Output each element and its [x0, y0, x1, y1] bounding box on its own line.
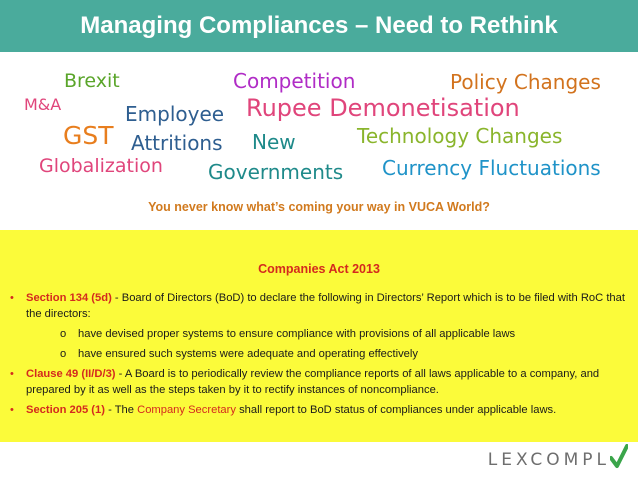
bullet-marker: • — [10, 292, 14, 304]
logo-text: LEXCOMPL — [487, 450, 610, 470]
word-new: New — [252, 130, 296, 154]
bullet-marker: • — [10, 404, 14, 416]
sub-bullet-marker: o — [60, 328, 67, 340]
bullet-clause-49 — [8, 366, 630, 398]
bullet-list — [8, 290, 630, 422]
clause-49-text: - A Board is to periodically review the compliance reports of all laws applicable to a company, and prepared by it as well as the steps taken by it to rectify instances of noncompliance. — [26, 368, 600, 396]
bullet-marker: • — [10, 368, 14, 380]
sub-bullet-adequate — [8, 346, 630, 362]
word-employee: Employee — [125, 102, 225, 126]
title-bar — [0, 0, 638, 52]
section-134-label: Section 134 (5d) — [26, 292, 112, 304]
sub-bullet-marker: o — [60, 348, 67, 360]
tagline: You never know what’s coming your way in VUCA World? — [148, 200, 490, 214]
word-ma: M&A — [24, 95, 62, 114]
section-134-text: - Board of Directors (BoD) to declare the following in Directors’ Report which is to be filed with RoC that the directors: — [26, 292, 625, 320]
word-governments: Governments — [208, 160, 344, 184]
word-technology-changes: Technology Changes — [357, 124, 563, 148]
clause-49-label: Clause 49 (II/D/3) — [26, 368, 116, 380]
lexcomply-logo — [488, 444, 628, 470]
section-205-label: Section 205 (1) — [26, 404, 105, 416]
word-globalization: Globalization — [39, 155, 163, 177]
sub-bullet-text: have devised proper systems to ensure compliance with provisions of all applicable laws — [78, 328, 516, 340]
checkmark-icon — [610, 444, 628, 470]
company-secretary-text: Company Secretary — [137, 404, 236, 416]
section-205-text-b: shall report to BoD status of compliances under applicable laws. — [235, 404, 557, 416]
sub-bullet-systems — [8, 326, 630, 342]
word-gst: GST — [63, 121, 114, 150]
word-rupee-demonetisation: Rupee Demonetisation — [246, 94, 520, 122]
page-title: Managing Compliances – Need to Rethink — [80, 12, 558, 39]
word-brexit: Brexit — [64, 70, 120, 92]
word-currency-fluctuations: Currency Fluctuations — [382, 156, 601, 180]
section-205-text-a: - The — [104, 404, 138, 416]
bullet-section-205 — [8, 402, 630, 418]
word-competition: Competition — [233, 69, 356, 93]
word-attritions: Attritions — [131, 131, 223, 155]
word-policy-changes: Policy Changes — [450, 70, 601, 94]
companies-act-box — [0, 230, 638, 442]
sub-bullet-text: have ensured such systems were adequate and operating effectively — [78, 348, 418, 360]
companies-act-title: Companies Act 2013 — [258, 262, 380, 276]
bullet-section-134 — [8, 290, 630, 322]
